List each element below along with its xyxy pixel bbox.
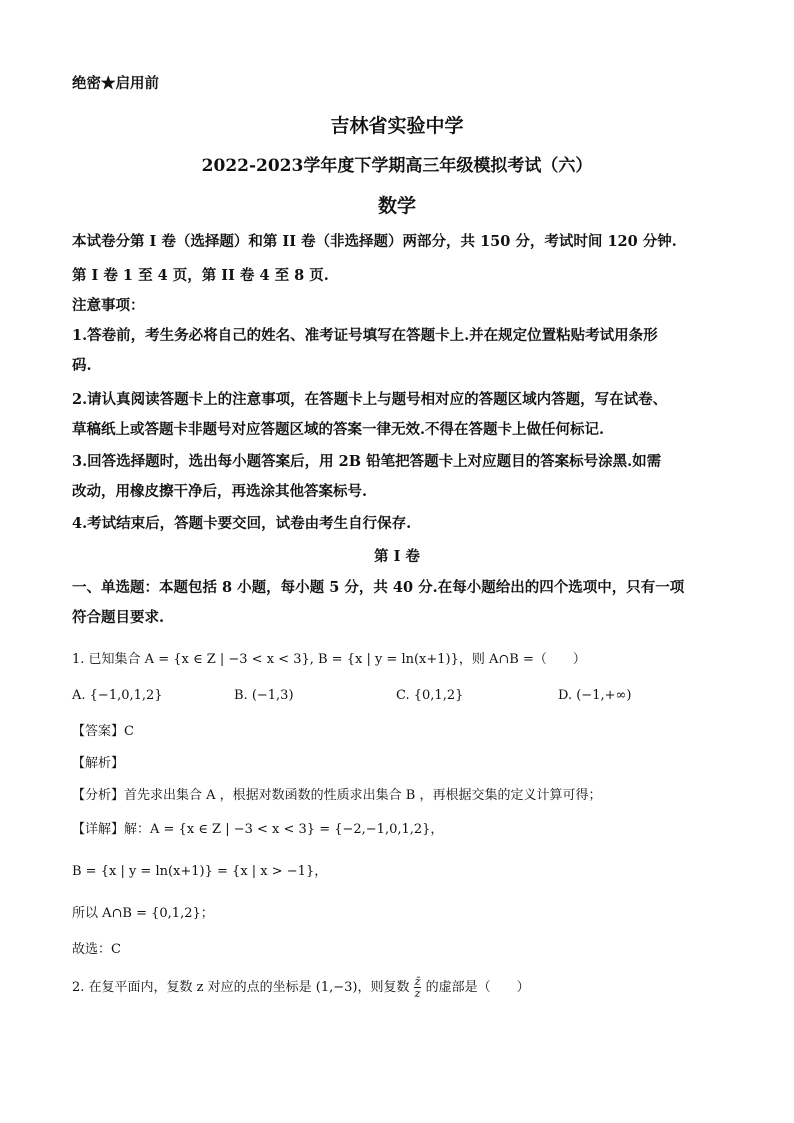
q2-stem-a: 2. 在复平面内，复数 z 对应的点的坐标是 (1,−3)，则复数 [72, 980, 410, 995]
section-heading-b: 符合题目要求. [72, 609, 165, 626]
notes-heading: 注意事项： [72, 297, 145, 314]
note-2a: 2.请认真阅读答题卡上的注意事项，在答题卡上与题号相对应的答题区域内答题，写在试卷、 [72, 391, 668, 408]
question-1-stem: 1. 已知集合 A = {x ∈ Z | −3 < x < 3}, B = {x | y = ln(x+1)}，则 A∩B =（ ） [72, 652, 586, 667]
intro-line-2: 第 I 卷 1 至 4 页，第 II 卷 4 至 8 页. [72, 267, 329, 284]
note-1a: 1.答卷前，考生务必将自己的姓名、准考证号填写在答题卡上.并在规定位置粘贴考试用条形 [72, 327, 658, 344]
q1-detail-2: B = {x | y = ln(x+1)} = {x | x > −1}， [72, 864, 328, 879]
q1-option-a: A. {−1,0,1,2} [72, 688, 163, 703]
q1-option-b: B. (−1,3) [234, 688, 294, 703]
q2-fraction-denominator: z [414, 987, 421, 1000]
note-4: 4.考试结束后，答题卡要交回，试卷由考生自行保存. [72, 515, 412, 532]
q1-option-d: D. (−1,+∞) [558, 688, 632, 703]
q1-detail-1: 【详解】解：A = {x ∈ Z | −3 < x < 3} = {−2,−1,0,1,2}， [72, 822, 444, 837]
intro-line-1: 本试卷分第 I 卷（选择题）和第 II 卷（非选择题）两部分，共 150 分，考试时间 120 分钟. [72, 233, 677, 250]
q1-option-c: C. {0,1,2} [396, 688, 464, 703]
note-1b: 码. [72, 357, 92, 374]
note-2b: 草稿纸上或答题卡非题号对应答题区域的答案一律无效.不得在答题卡上做任何标记. [72, 421, 605, 438]
note-3b: 改动，用橡皮擦干净后，再选涂其他答案标号. [72, 483, 368, 500]
q1-analysis-tag: 【解析】 [72, 756, 125, 771]
q1-detail-3: 所以 A∩B = {0,1,2}； [72, 906, 214, 921]
q1-choose: 故选：C [72, 942, 121, 957]
part1-title: 第 I 卷 [374, 548, 420, 565]
q1-fenxi: 【分析】首先求出集合 A ，根据对数函数的性质求出集合 B ，再根据交集的定义计算可得； [72, 788, 602, 803]
q1-answer: 【答案】C [72, 724, 134, 739]
q2-stem-b: 的虚部是（ ） [425, 980, 530, 995]
exam-title: 2022-2023学年度下学期高三年级模拟考试（六） [201, 156, 593, 176]
q2-fraction [414, 976, 422, 999]
note-3a: 3.回答选择题时，选出每小题答案后，用 2B 铅笔把答题卡上对应题目的答案标号涂黑.如需 [72, 453, 662, 470]
question-2-stem [72, 976, 722, 999]
section-heading-a: 一、单选题：本题包括 8 小题，每小题 5 分，共 40 分.在每小题给出的四个选项中，只有一项 [72, 579, 685, 596]
school-title: 吉林省实验中学 [330, 115, 464, 137]
subject-title: 数学 [377, 195, 416, 217]
secret-label: 绝密★启用前 [72, 75, 159, 92]
q2-fraction-numerator: z̄ [414, 975, 421, 988]
